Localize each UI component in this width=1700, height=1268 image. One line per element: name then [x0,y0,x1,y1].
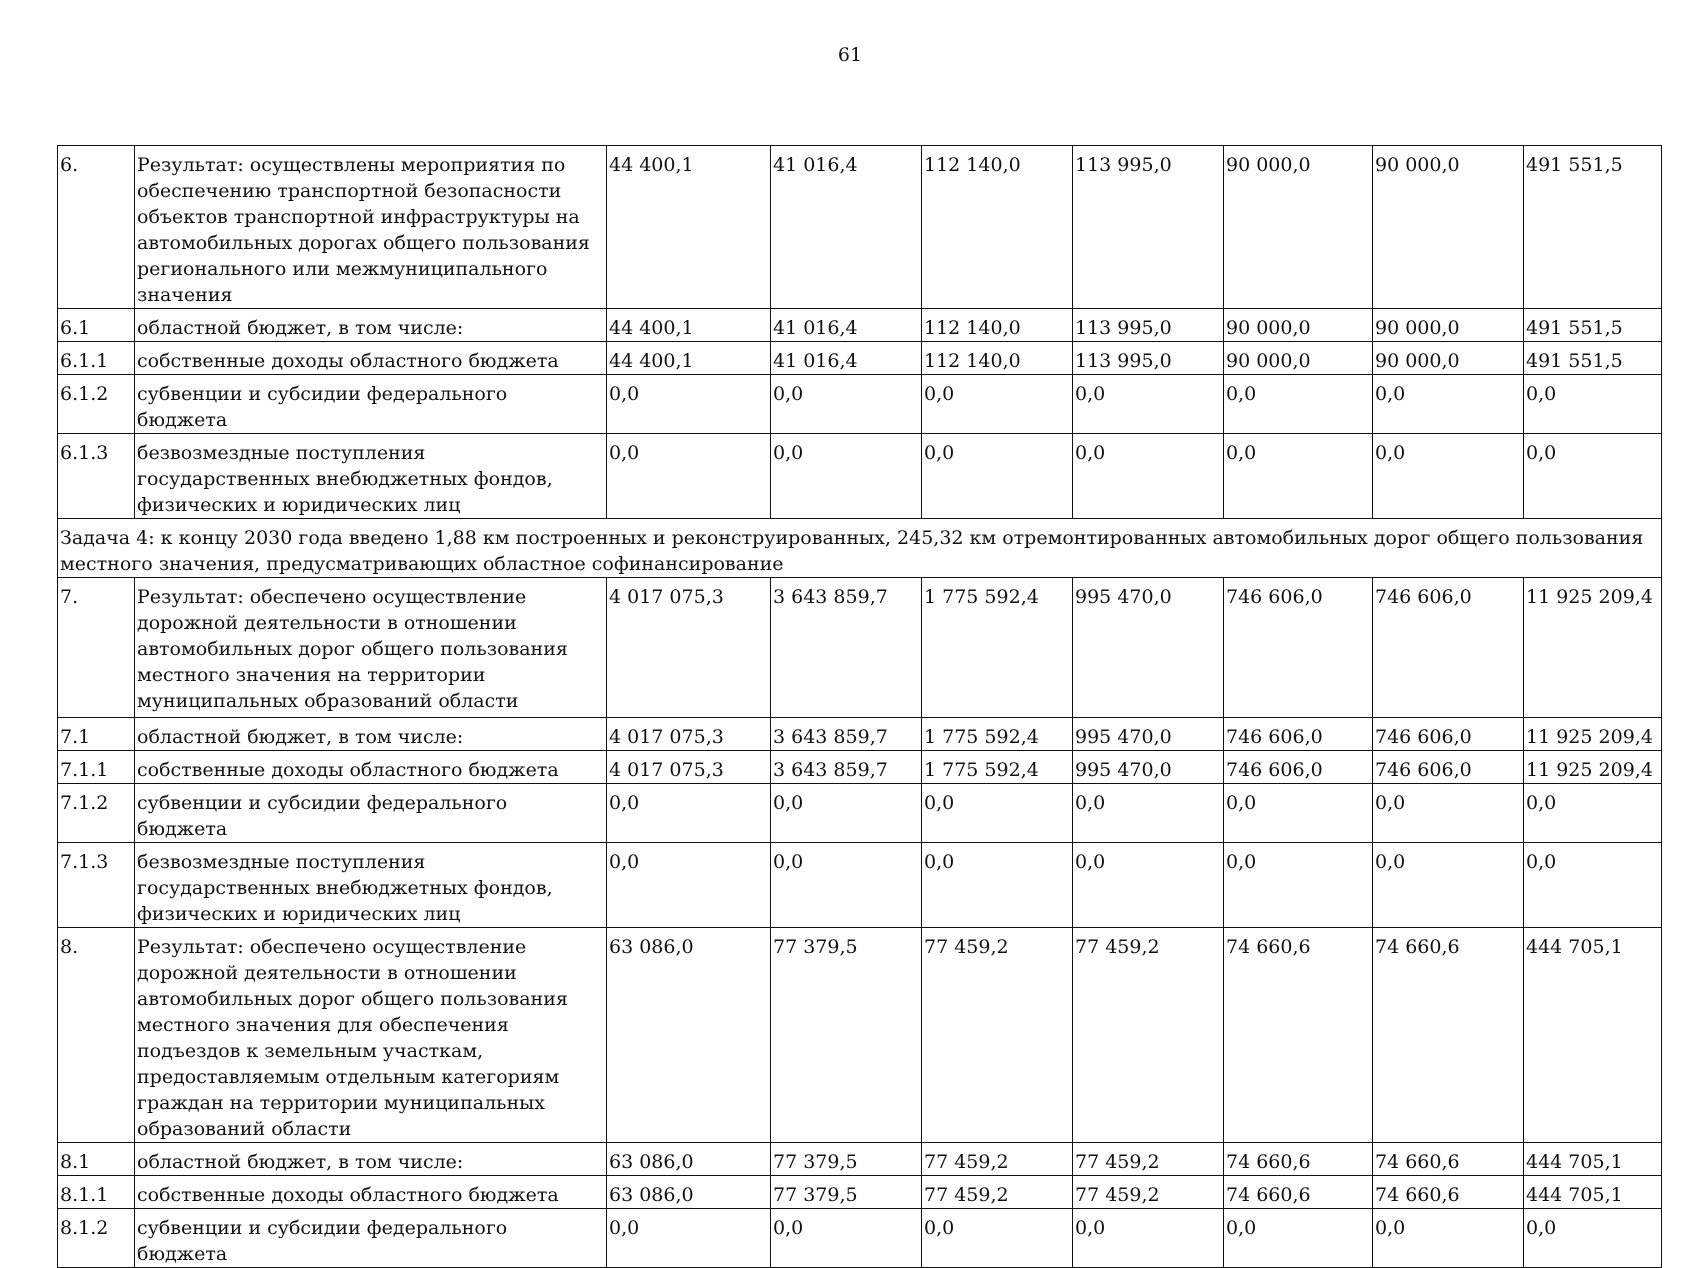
value-cell: 77 459,2 [922,1143,1073,1176]
value-cell: 0,0 [922,843,1073,928]
value-cell: 0,0 [922,784,1073,843]
value-cell: 0,0 [771,843,922,928]
row-code: 8. [58,928,135,1143]
row-code: 7.1.3 [58,843,135,928]
row-description: субвенции и субсидии федерального бюджета [135,375,607,434]
value-cell: 63 086,0 [607,1143,771,1176]
row-code: 7. [58,578,135,718]
value-cell: 63 086,0 [607,1176,771,1209]
value-cell: 444 705,1 [1524,1143,1662,1176]
value-cell: 0,0 [607,843,771,928]
row-code: 7.1 [58,718,135,751]
value-cell: 77 459,2 [1073,1176,1224,1209]
value-cell: 0,0 [1373,375,1524,434]
value-cell: 3 643 859,7 [771,718,922,751]
row-code: 8.1 [58,1143,135,1176]
value-cell: 90 000,0 [1373,309,1524,342]
table-row [58,375,1662,434]
value-cell: 4 017 075,3 [607,718,771,751]
row-code: 7.1.1 [58,751,135,784]
row-code: 6.1.1 [58,342,135,375]
value-cell: 0,0 [1373,843,1524,928]
row-code: 7.1.2 [58,784,135,843]
value-cell: 90 000,0 [1224,309,1373,342]
task-row [58,519,1662,578]
value-cell: 113 995,0 [1073,309,1224,342]
value-cell: 746 606,0 [1373,751,1524,784]
table-row [58,718,1662,751]
value-cell: 44 400,1 [607,342,771,375]
value-cell: 995 470,0 [1073,751,1224,784]
value-cell: 77 379,5 [771,928,922,1143]
value-cell: 746 606,0 [1224,751,1373,784]
value-cell: 44 400,1 [607,146,771,309]
value-cell: 0,0 [1073,375,1224,434]
value-cell: 0,0 [1373,434,1524,519]
value-cell: 0,0 [1224,784,1373,843]
value-cell: 0,0 [607,784,771,843]
value-cell: 74 660,6 [1224,1143,1373,1176]
value-cell: 0,0 [607,434,771,519]
row-code: 6.1 [58,309,135,342]
table-row [58,342,1662,375]
row-description: Результат: осуществлены мероприятия по обеспечению транспортной безопасности объектов транспортной инфраструктуры на автомобильных дорогах общего пользования регионального или межмуниципального значения [135,146,607,309]
value-cell: 0,0 [1073,784,1224,843]
row-code: 8.1.2 [58,1209,135,1268]
row-description: субвенции и субсидии федерального бюджета [135,1209,607,1268]
value-cell: 3 643 859,7 [771,578,922,718]
value-cell: 77 459,2 [922,928,1073,1143]
value-cell: 74 660,6 [1224,928,1373,1143]
value-cell: 995 470,0 [1073,718,1224,751]
value-cell: 746 606,0 [1224,718,1373,751]
value-cell: 0,0 [771,375,922,434]
value-cell: 112 140,0 [922,146,1073,309]
table-row [58,1209,1662,1268]
value-cell: 746 606,0 [1373,718,1524,751]
table-row [58,784,1662,843]
value-cell: 1 775 592,4 [922,751,1073,784]
row-description: безвозмездные поступления государственных внебюджетных фондов, физических и юридических лиц [135,843,607,928]
budget-table [57,145,1662,1268]
value-cell: 0,0 [607,1209,771,1268]
table-row [58,1176,1662,1209]
value-cell: 444 705,1 [1524,928,1662,1143]
row-description: безвозмездные поступления государственных внебюджетных фондов, физических и юридических лиц [135,434,607,519]
value-cell: 0,0 [1524,434,1662,519]
value-cell: 4 017 075,3 [607,751,771,784]
value-cell: 41 016,4 [771,342,922,375]
row-code: 6. [58,146,135,309]
value-cell: 0,0 [1073,843,1224,928]
page-number: 61 [837,44,863,66]
value-cell: 90 000,0 [1373,342,1524,375]
value-cell: 0,0 [1524,784,1662,843]
value-cell: 63 086,0 [607,928,771,1143]
value-cell: 0,0 [922,434,1073,519]
table-row [58,1143,1662,1176]
value-cell: 0,0 [1524,1209,1662,1268]
value-cell: 444 705,1 [1524,1176,1662,1209]
value-cell: 491 551,5 [1524,146,1662,309]
row-description: собственные доходы областного бюджета [135,1176,607,1209]
table-row [58,434,1662,519]
value-cell: 491 551,5 [1524,342,1662,375]
row-description: областной бюджет, в том числе: [135,309,607,342]
value-cell: 0,0 [771,1209,922,1268]
task-text: Задача 4: к концу 2030 года введено 1,88 км построенных и реконструированных, 245,32 км отремонтированных автомобильных дорог общего пользования местного значения, предусматривающих областное софинансирование [58,519,1662,578]
value-cell: 491 551,5 [1524,309,1662,342]
value-cell: 0,0 [771,784,922,843]
value-cell: 11 925 209,4 [1524,718,1662,751]
row-code: 6.1.2 [58,375,135,434]
value-cell: 1 775 592,4 [922,718,1073,751]
table-body [58,146,1662,1268]
value-cell: 4 017 075,3 [607,578,771,718]
value-cell: 0,0 [922,1209,1073,1268]
value-cell: 113 995,0 [1073,342,1224,375]
row-code: 6.1.3 [58,434,135,519]
value-cell: 1 775 592,4 [922,578,1073,718]
table-row [58,578,1662,718]
value-cell: 746 606,0 [1224,578,1373,718]
value-cell: 0,0 [1524,843,1662,928]
value-cell: 0,0 [922,375,1073,434]
row-description: Результат: обеспечено осуществление дорожной деятельности в отношении автомобильных дорог общего пользования местного значения на территории муниципальных образований области [135,578,607,718]
row-description: Результат: обеспечено осуществление дорожной деятельности в отношении автомобильных дорог общего пользования местного значения для обеспечения подъездов к земельным участкам, предоставляемым отдельным категориям граждан на территории муниципальных образований области [135,928,607,1143]
value-cell: 3 643 859,7 [771,751,922,784]
row-description: областной бюджет, в том числе: [135,1143,607,1176]
value-cell: 90 000,0 [1224,342,1373,375]
value-cell: 90 000,0 [1373,146,1524,309]
value-cell: 74 660,6 [1373,928,1524,1143]
value-cell: 11 925 209,4 [1524,578,1662,718]
value-cell: 0,0 [1524,375,1662,434]
value-cell: 113 995,0 [1073,146,1224,309]
value-cell: 0,0 [1224,375,1373,434]
value-cell: 77 459,2 [922,1176,1073,1209]
value-cell: 44 400,1 [607,309,771,342]
value-cell: 112 140,0 [922,309,1073,342]
row-description: областной бюджет, в том числе: [135,718,607,751]
table-row [58,751,1662,784]
value-cell: 0,0 [1073,1209,1224,1268]
value-cell: 11 925 209,4 [1524,751,1662,784]
row-description: субвенции и субсидии федерального бюджета [135,784,607,843]
table-row [58,309,1662,342]
table-row [58,146,1662,309]
value-cell: 0,0 [1224,1209,1373,1268]
value-cell: 41 016,4 [771,309,922,342]
value-cell: 77 459,2 [1073,928,1224,1143]
value-cell: 74 660,6 [1373,1176,1524,1209]
value-cell: 0,0 [1073,434,1224,519]
value-cell: 0,0 [1224,434,1373,519]
value-cell: 0,0 [1373,784,1524,843]
value-cell: 0,0 [607,375,771,434]
value-cell: 77 379,5 [771,1143,922,1176]
value-cell: 77 379,5 [771,1176,922,1209]
row-description: собственные доходы областного бюджета [135,751,607,784]
table-row [58,928,1662,1143]
value-cell: 746 606,0 [1373,578,1524,718]
value-cell: 74 660,6 [1224,1176,1373,1209]
value-cell: 77 459,2 [1073,1143,1224,1176]
value-cell: 0,0 [1373,1209,1524,1268]
value-cell: 41 016,4 [771,146,922,309]
value-cell: 90 000,0 [1224,146,1373,309]
value-cell: 0,0 [771,434,922,519]
value-cell: 112 140,0 [922,342,1073,375]
row-code: 8.1.1 [58,1176,135,1209]
value-cell: 995 470,0 [1073,578,1224,718]
table-row [58,843,1662,928]
row-description: собственные доходы областного бюджета [135,342,607,375]
value-cell: 74 660,6 [1373,1143,1524,1176]
value-cell: 0,0 [1224,843,1373,928]
